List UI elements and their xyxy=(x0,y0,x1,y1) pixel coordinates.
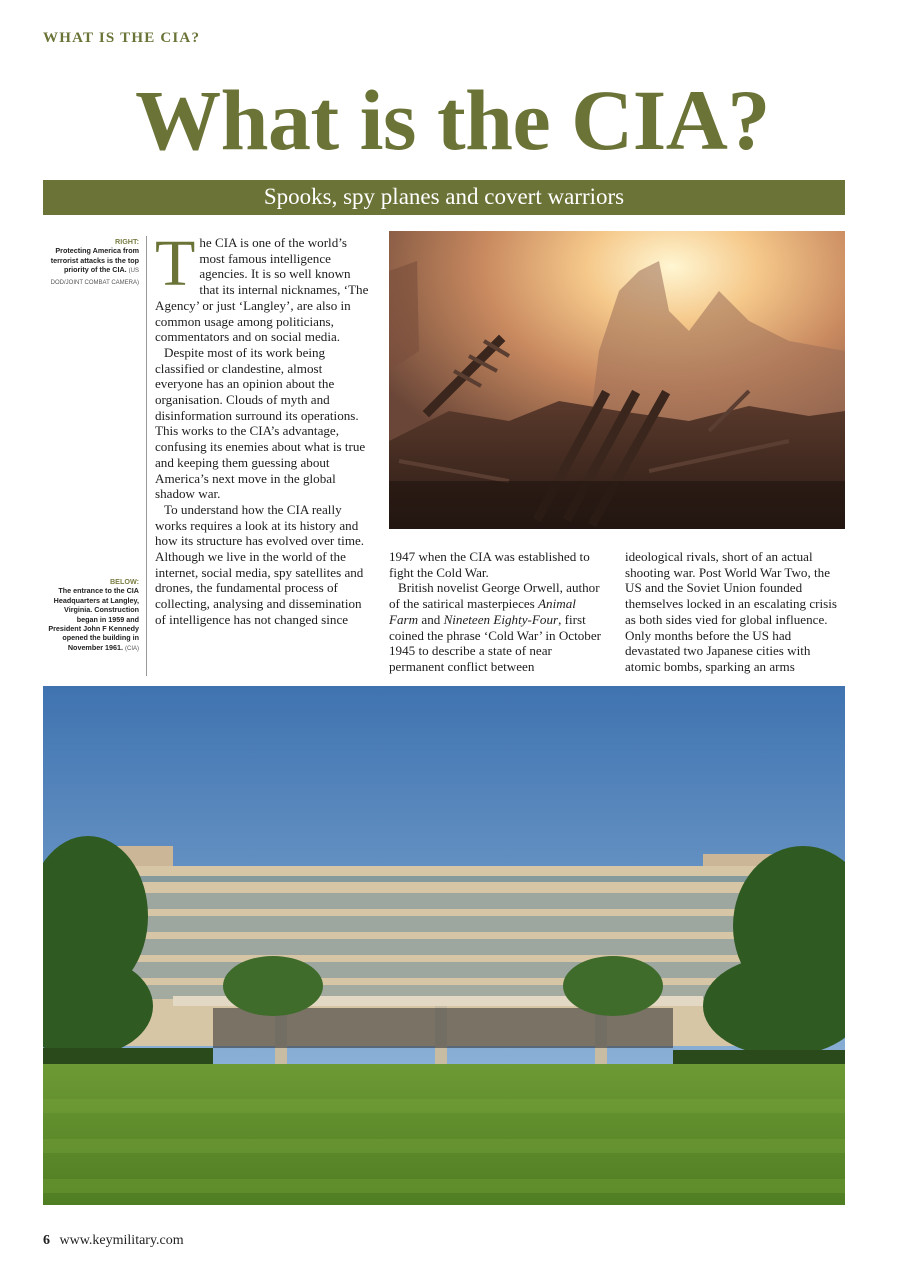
section-label: WHAT IS THE CIA? xyxy=(43,30,201,46)
article-paragraph xyxy=(155,227,369,345)
book-title: Animal Farm xyxy=(389,596,576,627)
paragraph-text: British novelist George Orwell, author of the satirical masterpieces xyxy=(389,580,600,612)
caption-right-tag: RIGHT: xyxy=(115,237,139,246)
paragraph-text: he CIA is one of the world’s most famous intelligence agencies. It is so well known that its internal nicknames, ‘The Agency’ or just ‘Langley’, are also in common usage among politicians, commentators and on social media. xyxy=(155,235,369,345)
article-column-2 xyxy=(389,549,603,675)
page-title: What is the CIA? xyxy=(135,72,770,168)
caption-right xyxy=(43,237,139,288)
article-paragraph: Despite most of its work being classified or clandestine, almost everyone has an opinion about the organisation. Clouds of myth and disinformation surround its operations. This works to the CIA’s advantage, confusing its enemies about what is true and keeping them guessing about America’s next move in the global shadow war. xyxy=(155,344,366,502)
rubble-photo xyxy=(389,231,845,529)
cia-headquarters-illustration xyxy=(43,686,845,1205)
website-link[interactable]: www.keymilitary.com xyxy=(59,1233,184,1248)
caption-below-text: The entrance to the CIA Headquarters at Langley, Virginia. Construction began in 1959 and President John F Kennedy opened the building in November 1961. xyxy=(48,586,139,652)
caption-below xyxy=(43,577,139,654)
book-title: Nineteen Eighty-Four xyxy=(443,611,559,627)
page-number: 6 xyxy=(43,1233,50,1248)
subtitle-bar xyxy=(43,180,845,215)
caption-below-credit: (CIA) xyxy=(125,645,139,652)
paragraph-text: and xyxy=(418,611,444,627)
cia-headquarters-photo xyxy=(43,686,845,1205)
drop-cap: T xyxy=(155,227,196,300)
article-column-3 xyxy=(625,549,847,675)
caption-right-credit: (US DOD/JOINT COMBAT CAMERA) xyxy=(50,268,139,286)
article-paragraph: To understand how the CIA really works requires a look at its history and how its structure has evolved over time. Although we live in the world of the internet, social media, spy satellites and drones, the fundamental process of collecting, analysing and dissemination of intelligence has not changed since xyxy=(155,501,365,627)
caption-below-tag: BELOW: xyxy=(109,577,139,586)
caption-divider xyxy=(146,236,147,676)
page-footer xyxy=(43,1233,184,1249)
article-paragraph: 1947 when the CIA was established to fight the Cold War. xyxy=(389,549,590,580)
rubble-photo-illustration xyxy=(389,231,845,529)
article-paragraph xyxy=(389,580,603,674)
subtitle-text: Spooks, spy planes and covert warriors xyxy=(263,184,625,209)
article-paragraph: ideological rivals, short of an actual shooting war. Post World War Two, the US and the Soviet Union founded themselves locked in an escalating crisis as both sides vied for global influence. Only months before the US had devastated two Japanese cities with atomic bombs, sparking an arms xyxy=(625,549,837,674)
paragraph-text: , first coined the phrase ‘Cold War’ in October 1945 to describe a state of near permanent conflict between xyxy=(389,611,602,674)
caption-right-text: Protecting America from terrorist attacks is the top priority of the CIA. xyxy=(50,246,139,275)
article-column-1 xyxy=(155,227,369,628)
